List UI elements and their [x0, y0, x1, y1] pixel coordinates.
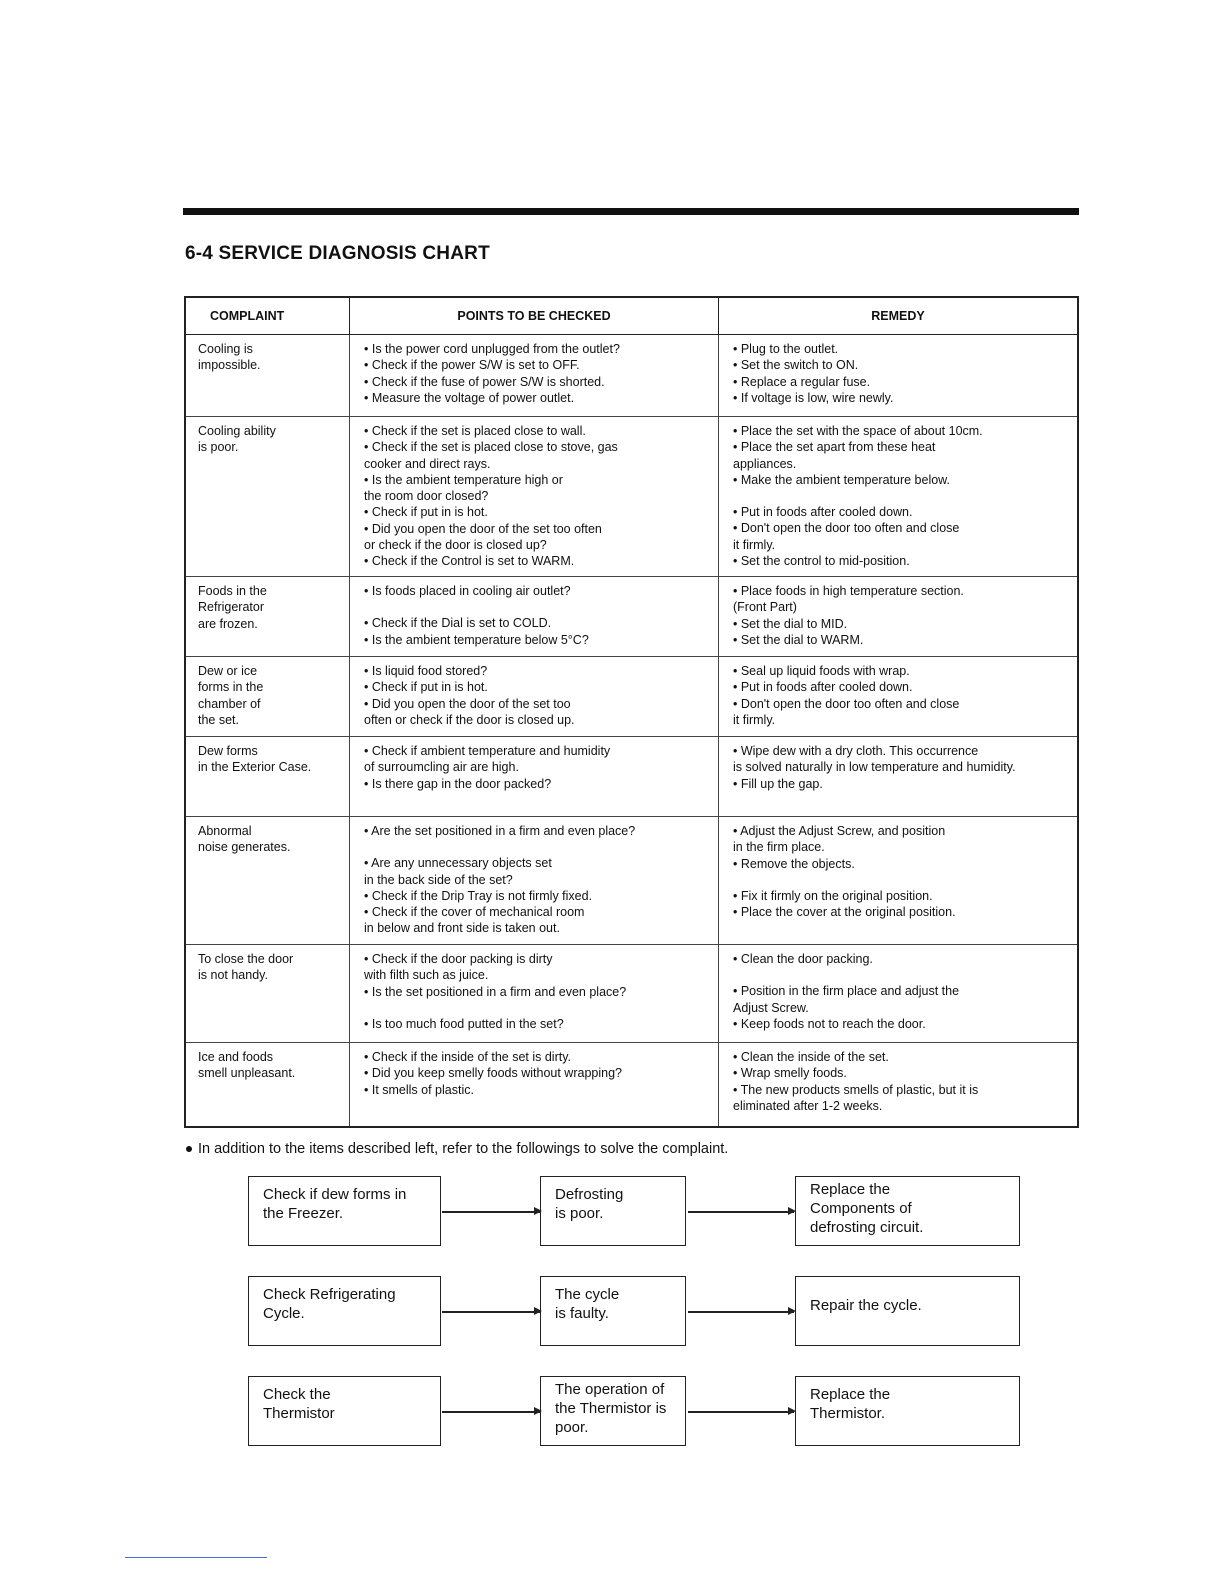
- remedy-line: • Place the cover at the original position.: [733, 905, 956, 920]
- arrow-right-icon: [442, 1211, 540, 1213]
- table-row: [185, 817, 1078, 945]
- points-cell: [350, 817, 719, 945]
- complaint-cell: [185, 335, 350, 417]
- flow-box-line: Cycle.: [263, 1305, 305, 1322]
- flow-box-line: is poor.: [555, 1205, 604, 1222]
- check-point-line: • Measure the voltage of power outlet.: [364, 390, 575, 405]
- check-point-line: with filth such as juice.: [364, 968, 489, 983]
- complaint-line: Dew or ice: [198, 664, 258, 678]
- check-point-line: • Is the ambient temperature below 5°C?: [364, 632, 589, 647]
- header-points: POINTS TO BE CHECKED: [350, 297, 719, 335]
- flow-box-line: Replace the: [810, 1386, 891, 1403]
- remedy-line: • Make the ambient temperature below.: [733, 472, 950, 487]
- arrow-right-icon: [442, 1311, 540, 1313]
- complaint-line: To close the door: [198, 952, 294, 966]
- check-point-line: • Is too much food putted in the set?: [364, 1016, 564, 1031]
- check-point-line: [362, 599, 710, 615]
- remedy-line: • Remove the objects.: [733, 856, 855, 871]
- remedy-line: appliances.: [733, 456, 797, 471]
- arrow-right-icon: [442, 1411, 540, 1413]
- flow-box-line: the Thermistor is: [555, 1400, 667, 1417]
- check-point-line: • Is the set positioned in a firm and even place?: [364, 984, 627, 999]
- remedy-line: • Plug to the outlet.: [733, 342, 839, 356]
- complaint-line: is poor.: [198, 440, 239, 455]
- check-point-line: • Check if the Control is set to WARM.: [364, 554, 575, 569]
- check-box: [248, 1276, 441, 1346]
- remedy-line: • Don't open the door too often and close: [733, 696, 960, 711]
- header-complaint: COMPLAINT: [185, 297, 350, 335]
- arrow-right-icon: [688, 1211, 794, 1213]
- remedy-line: it firmly.: [733, 537, 776, 552]
- remedy-line: • Adjust the Adjust Screw, and position: [733, 824, 946, 838]
- remedy-line: • Place the set with the space of about 10cm.: [733, 424, 983, 438]
- check-point-line: often or check if the door is closed up.: [364, 712, 575, 727]
- check-point-line: • Is there gap in the door packed?: [364, 776, 552, 791]
- check-point-line: • Is foods placed in cooling air outlet?: [364, 584, 571, 598]
- remedy-line: • Fill up the gap.: [733, 776, 823, 791]
- remedy-cell: [719, 1043, 1079, 1127]
- page-title: 6-4 SERVICE DIAGNOSIS CHART: [185, 243, 490, 264]
- table-row: [185, 1043, 1078, 1127]
- table-row: [185, 737, 1078, 817]
- complaint-cell: [185, 1043, 350, 1127]
- remedy-line: • Fix it firmly on the original position.: [733, 888, 933, 903]
- header-remedy: REMEDY: [719, 297, 1079, 335]
- remedy-line: • Keep foods not to reach the door.: [733, 1016, 926, 1031]
- check-point-line: • Check if the fuse of power S/W is shorted.: [364, 374, 605, 389]
- check-point-line: [362, 1000, 710, 1016]
- remedy-cell: [719, 577, 1079, 657]
- complaint-cell: [185, 657, 350, 737]
- points-cell: [350, 737, 719, 817]
- points-cell: [350, 335, 719, 417]
- check-point-line: • Check if the door packing is dirty: [364, 952, 553, 966]
- flow-box-line: Thermistor: [263, 1405, 335, 1422]
- check-point-line: • Did you open the door of the set too often: [364, 521, 602, 536]
- remedy-cell: [719, 945, 1079, 1043]
- remedy-cell: [719, 335, 1079, 417]
- flow-box-line: Thermistor.: [810, 1405, 886, 1422]
- complaint-line: the set.: [198, 712, 239, 727]
- table-row: [185, 945, 1078, 1043]
- remedy-line: • Don't open the door too often and close: [733, 521, 960, 536]
- check-point-line: of surroumcling air are high.: [364, 760, 519, 775]
- remedy-cell: [719, 657, 1079, 737]
- remedy-line: is solved naturally in low temperature and humidity.: [733, 760, 1016, 775]
- complaint-line: in the Exterior Case.: [198, 760, 312, 775]
- action-box: [795, 1176, 1020, 1246]
- remedy-line: • Place foods in high temperature section.: [733, 584, 964, 598]
- flow-box-line: Components of: [810, 1200, 912, 1217]
- flow-box-line: Defrosting: [555, 1186, 624, 1203]
- check-point-line: in below and front side is taken out.: [364, 921, 560, 936]
- top-rule: [183, 208, 1079, 215]
- flow-box-line: defrosting circuit.: [810, 1219, 924, 1236]
- remedy-line: in the firm place.: [733, 840, 825, 855]
- check-point-line: • Check if the set is placed close to stove, gas: [364, 440, 618, 455]
- check-point-line: • Check if the cover of mechanical room: [364, 905, 585, 920]
- flow-box-line: poor.: [555, 1419, 589, 1436]
- action-box: [795, 1276, 1020, 1346]
- check-point-line: • Check if the set is placed close to wall.: [364, 424, 586, 438]
- flow-box-line: Repair the cycle.: [810, 1297, 922, 1314]
- table-header-row: [185, 297, 1078, 335]
- points-cell: [350, 657, 719, 737]
- remedy-line: Adjust Screw.: [733, 1000, 809, 1015]
- complaint-cell: [185, 945, 350, 1043]
- note-text: In addition to the items described left, refer to the followings to solve the complaint.: [198, 1141, 729, 1157]
- complaint-line: Abnormal: [198, 824, 252, 838]
- table-body: [185, 335, 1078, 1127]
- complaint-cell: [185, 417, 350, 577]
- complaint-line: is not handy.: [198, 968, 268, 983]
- check-point-line: • Check if put in is hot.: [364, 505, 488, 520]
- check-point-line: the room door closed?: [364, 489, 489, 504]
- check-box: [248, 1176, 441, 1246]
- table-row: [185, 417, 1078, 577]
- check-point-line: • Is the ambient temperature high or: [364, 472, 563, 487]
- complaint-cell: [185, 577, 350, 657]
- complaint-line: are frozen.: [198, 616, 258, 631]
- diagnosis-table: [184, 296, 1079, 1128]
- remedy-cell: [719, 737, 1079, 817]
- check-point-line: • Did you keep smelly foods without wrapping?: [364, 1066, 622, 1081]
- remedy-line: • Place the set apart from these heat: [733, 440, 936, 455]
- check-point-line: • Check if put in is hot.: [364, 680, 488, 695]
- cause-box: [540, 1376, 686, 1446]
- table-row: [185, 335, 1078, 417]
- remedy-line: • Set the dial to MID.: [733, 616, 848, 631]
- check-point-line: • Did you open the door of the set too: [364, 696, 571, 711]
- remedy-line: • Wipe dew with a dry cloth. This occurrence: [733, 744, 979, 758]
- points-cell: [350, 577, 719, 657]
- remedy-line: • Wrap smelly foods.: [733, 1066, 847, 1081]
- remedy-line: • If voltage is low, wire newly.: [733, 390, 894, 405]
- check-point-line: • Check if the power S/W is set to OFF.: [364, 358, 580, 373]
- footer-line: [125, 1557, 267, 1558]
- flow-box-line: Check if dew forms in: [263, 1186, 407, 1203]
- check-point-line: • Check if the Dial is set to COLD.: [364, 616, 552, 631]
- check-point-line: • Check if the inside of the set is dirty.: [364, 1050, 572, 1064]
- flow-box-line: The operation of: [555, 1381, 665, 1398]
- remedy-line: • Set the switch to ON.: [733, 358, 859, 373]
- points-cell: [350, 945, 719, 1043]
- action-box: [795, 1376, 1020, 1446]
- check-point-line: • Check if the Drip Tray is not firmly fixed.: [364, 888, 593, 903]
- complaint-line: smell unpleasant.: [198, 1066, 296, 1081]
- flow-box-line: is faulty.: [555, 1305, 609, 1322]
- check-point-line: • It smells of plastic.: [364, 1082, 474, 1097]
- complaint-line: chamber of: [198, 696, 261, 711]
- complaint-line: Dew forms: [198, 744, 258, 758]
- remedy-line: • Set the dial to WARM.: [733, 632, 864, 647]
- remedy-line: • Clean the inside of the set.: [733, 1050, 889, 1064]
- remedy-line: • Seal up liquid foods with wrap.: [733, 664, 910, 678]
- arrow-right-icon: [688, 1311, 794, 1313]
- check-point-line: • Are the set positioned in a firm and even place?: [364, 824, 636, 838]
- remedy-line: • Put in foods after cooled down.: [733, 505, 913, 520]
- points-cell: [350, 1043, 719, 1127]
- flow-box-line: Check the: [263, 1386, 331, 1403]
- complaint-line: Cooling is: [198, 342, 253, 356]
- arrow-right-icon: [688, 1411, 794, 1413]
- complaint-line: impossible.: [198, 358, 261, 373]
- flow-box-line: The cycle: [555, 1286, 620, 1303]
- check-box: [248, 1376, 441, 1446]
- remedy-line: • Put in foods after cooled down.: [733, 680, 913, 695]
- flow-box-line: Check Refrigerating: [263, 1286, 396, 1303]
- cause-box: [540, 1176, 686, 1246]
- remedy-line: • Replace a regular fuse.: [733, 374, 871, 389]
- remedy-line: it firmly.: [733, 712, 776, 727]
- table-row: [185, 577, 1078, 657]
- complaint-cell: [185, 737, 350, 817]
- check-point-line: [362, 839, 710, 855]
- remedy-line: • The new products smells of plastic, but it is: [733, 1082, 979, 1097]
- flow-box-line: Replace the: [810, 1181, 891, 1198]
- check-point-line: cooker and direct rays.: [364, 456, 491, 471]
- complaint-line: noise generates.: [198, 840, 291, 855]
- check-point-line: • Check if ambient temperature and humidity: [364, 744, 611, 758]
- complaint-line: Ice and foods: [198, 1050, 274, 1064]
- remedy-cell: [719, 817, 1079, 945]
- remedy-line: • Position in the firm place and adjust the: [733, 984, 960, 999]
- remedy-line: [731, 967, 1069, 983]
- check-point-line: in the back side of the set?: [364, 872, 513, 887]
- remedy-line: eliminated after 1-2 weeks.: [733, 1098, 883, 1113]
- note: [186, 1141, 728, 1157]
- points-cell: [350, 417, 719, 577]
- remedy-line: [731, 488, 1069, 504]
- cause-box: [540, 1276, 686, 1346]
- complaint-line: forms in the: [198, 680, 264, 695]
- remedy-line: (Front Part): [733, 600, 797, 615]
- bullet-icon: [186, 1146, 192, 1152]
- remedy-line: [731, 872, 1069, 888]
- table-row: [185, 657, 1078, 737]
- check-point-line: • Is liquid food stored?: [364, 664, 488, 678]
- complaint-line: Foods in the: [198, 584, 267, 598]
- check-point-line: or check if the door is closed up?: [364, 538, 547, 553]
- check-point-line: • Is the power cord unplugged from the outlet?: [364, 342, 620, 356]
- complaint-line: Refrigerator: [198, 600, 264, 615]
- flow-box-line: the Freezer.: [263, 1205, 344, 1222]
- remedy-line: • Set the control to mid-position.: [733, 554, 910, 569]
- remedy-line: • Clean the door packing.: [733, 952, 873, 966]
- complaint-line: Cooling ability: [198, 424, 276, 438]
- remedy-cell: [719, 417, 1079, 577]
- complaint-cell: [185, 817, 350, 945]
- check-point-line: • Are any unnecessary objects set: [364, 856, 552, 871]
